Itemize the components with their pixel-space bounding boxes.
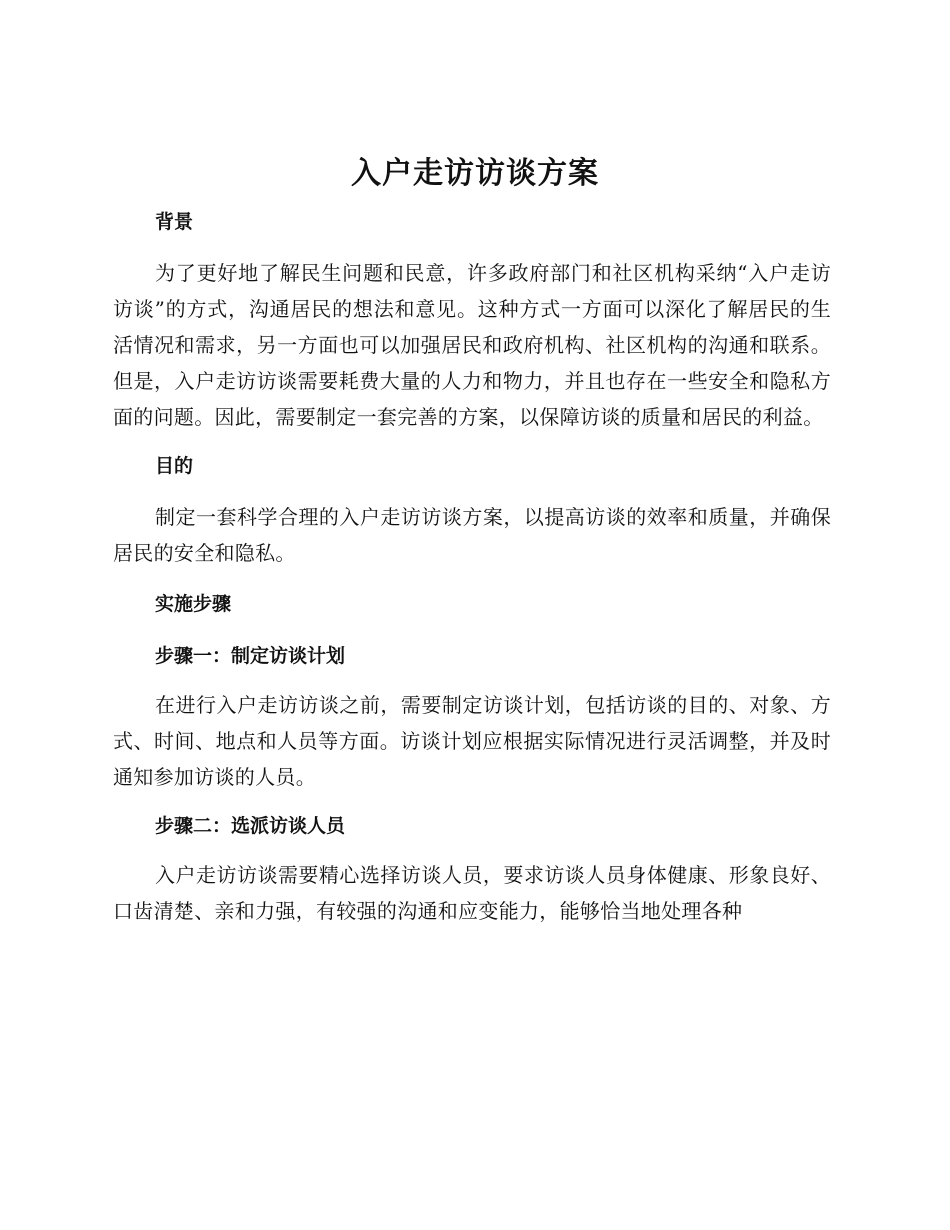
paragraph-background: 为了更好地了解民生问题和民意，许多政府部门和社区机构采纳“入户走访访谈”的方式，沟通居民的想法和意见。这种方式一方面可以深化了解居民的生活情况和需求，另一方面也可以加强居民和政府机构、社区机构的沟通和联系。但是，入户走访访谈需要耗费大量的人力和物力，并且也存在一些安全和隐私方面的问题。因此，需要制定一套完善的方案，以保障访谈的质量和居民的利益。 bbox=[113, 261, 831, 429]
paragraph-step-1: 在进行入户走访访谈之前，需要制定访谈计划，包括访谈的目的、对象、方式、时间、地点和人员等方面。访谈计划应根据实际情况进行灵活调整，并及时通知参加访谈的人员。 bbox=[113, 693, 831, 789]
document-title: 入户走访访谈方案 bbox=[351, 156, 599, 191]
paragraph-step-2: 入户走访访谈需要精心选择访谈人员，要求访谈人员身体健康、形象良好、口齿清楚、亲和力强，有较强的沟通和应变能力，能够恰当地处理各种 bbox=[113, 863, 831, 923]
section-heading-goal: 目的 bbox=[155, 455, 194, 477]
step-heading-1: 步骤一：制定访谈计划 bbox=[155, 645, 346, 667]
step-heading-2: 步骤二：选派访谈人员 bbox=[155, 815, 346, 837]
section-heading-background: 背景 bbox=[155, 211, 194, 233]
paragraph-goal: 制定一套科学合理的入户走访访谈方案，以提高访谈的效率和质量，并确保居民的安全和隐私。 bbox=[113, 505, 831, 565]
document-body bbox=[113, 203, 831, 929]
section-heading-steps: 实施步骤 bbox=[155, 593, 232, 615]
